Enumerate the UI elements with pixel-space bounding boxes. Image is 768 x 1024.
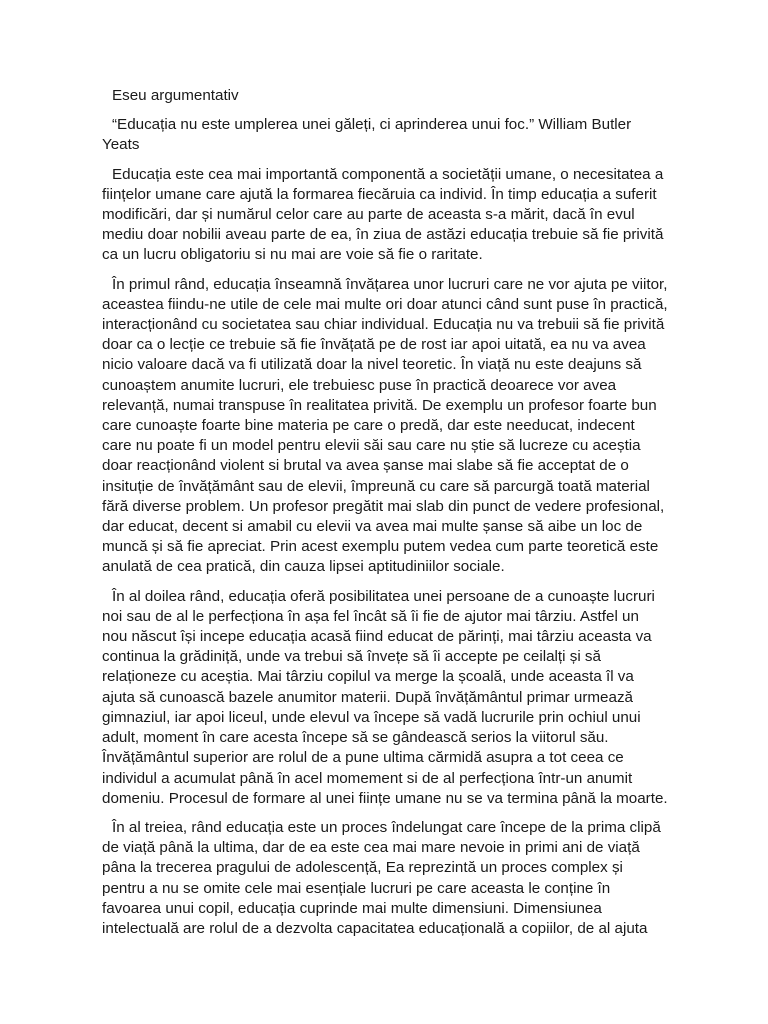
essay-first-argument-paragraph: În primul rând, educația înseamnă învățarea unor lucruri care ne vor ajuta pe viitor, aceastea fiindu-ne utile de cele mai multe ori doar atunci când sunt puse în practică, interacționând cu societatea sau chiar individual. Educația nu va trebuii să fie privită doar ca o lecție ce trebuie să fie învățată pe de rost iar apoi uitată, ea nu va avea nicio valoare dacă va fi utilizată doar la nivel teoretic. În viață nu este deajuns să cunoaștem anumite lucruri, ele trebuiesc puse în practică deoarece vor avea relevanță, numai transpuse în realitatea privită. De exemplu un profesor foarte bun care cunoaște foarte bine materia pe care o predă, dar este needucat, indecent care nu poate fi un model pentru elevii săi sau care nu știe să lucreze cu aceștia doar reacționând violent si brutal va avea șanse mai slabe să fie acceptat de o insituție de învățământ sau de elevii, împreună cu care să parcurgă toată material fără diverse problem. Un profesor pregătit mai slab din punct de vedere profesional, dar educat, decent si amabil cu elevii va avea mai multe șanse să aibe un loc de muncă și să fie apreciat. Prin acest exemplu putem vedea cum parte teoretică este anulată de cea pratică, din cauza lipsei aptitudiniilor sociale. xyxy=(102,275,668,576)
essay-third-argument-paragraph: În al treiea, rând educația este un proces îndelungat care începe de la prima clipă de viață până la ultima, dar de ea este cea mai mare nevoie in primi ani de viață pâna la trecerea pragului de adolescență, Ea reprezintă un proces complex și pentru a nu se omite cele mai esențiale lucruri pe care aceasta le conține în favoarea unui copil, educația cuprinde mai multe dimensiuni. Dimensiunea intelectuală are rolul de a dezvolta capacitatea educațională a copiilor, de al ajuta xyxy=(102,818,661,937)
essay-intro-paragraph: Educația este cea mai importantă componentă a societății umane, o necesitatea a ființelor umane care ajută la formarea fiecăruia ca individ. În timp educația a suferit modificări, dar și numărul celor care au parte de aceasta s-a mărit, dacă în evul mediu doar nobilii aveau parte de ea, în ziua de astăzi educația trebuie să fie privită ca un lucru obligatoriu si nu mai are voie să fie o raritate. xyxy=(102,165,664,264)
essay-body xyxy=(102,86,668,948)
essay-second-argument-paragraph: În al doilea rând, educația oferă posibilitatea unei persoane de a cunoaște lucruri noi sau de al le perfecționa în așa fel încât să îi fie de ajutor mai târziu. Astfel un nou născut își incepe educația acasă fiind educat de părinți, mai târziu aceasta va continua la grădiniță, unde va trebui să învețe să îi accepte pe ceilalți și să relaționeze cu aceștia. Mai târziu copilul va merge la școală, unde aceasta îl va ajuta să cunoască bazele anumitor materii. După învățământul primar urmează gimnaziul, iar apoi liceul, unde elevul va începe să vadă lucrurile prin ochiul unui adult, moment în care acesta începe să se gândească serios la viitorul său. Învățământul superior are rolul de a pune ultima cărmidă asupra a tot ceea ce individul a acumulat până în acel momement si de al perfecționa într-un anumit domeniu. Procesul de formare al unei ființe umane nu se va termina până la moarte. xyxy=(102,587,668,807)
essay-quote-paragraph: “Educația nu este umplerea unei găleți, ci aprinderea unui foc.” William Butler Yeats xyxy=(102,116,632,154)
essay-title: Eseu argumentativ xyxy=(112,87,239,104)
